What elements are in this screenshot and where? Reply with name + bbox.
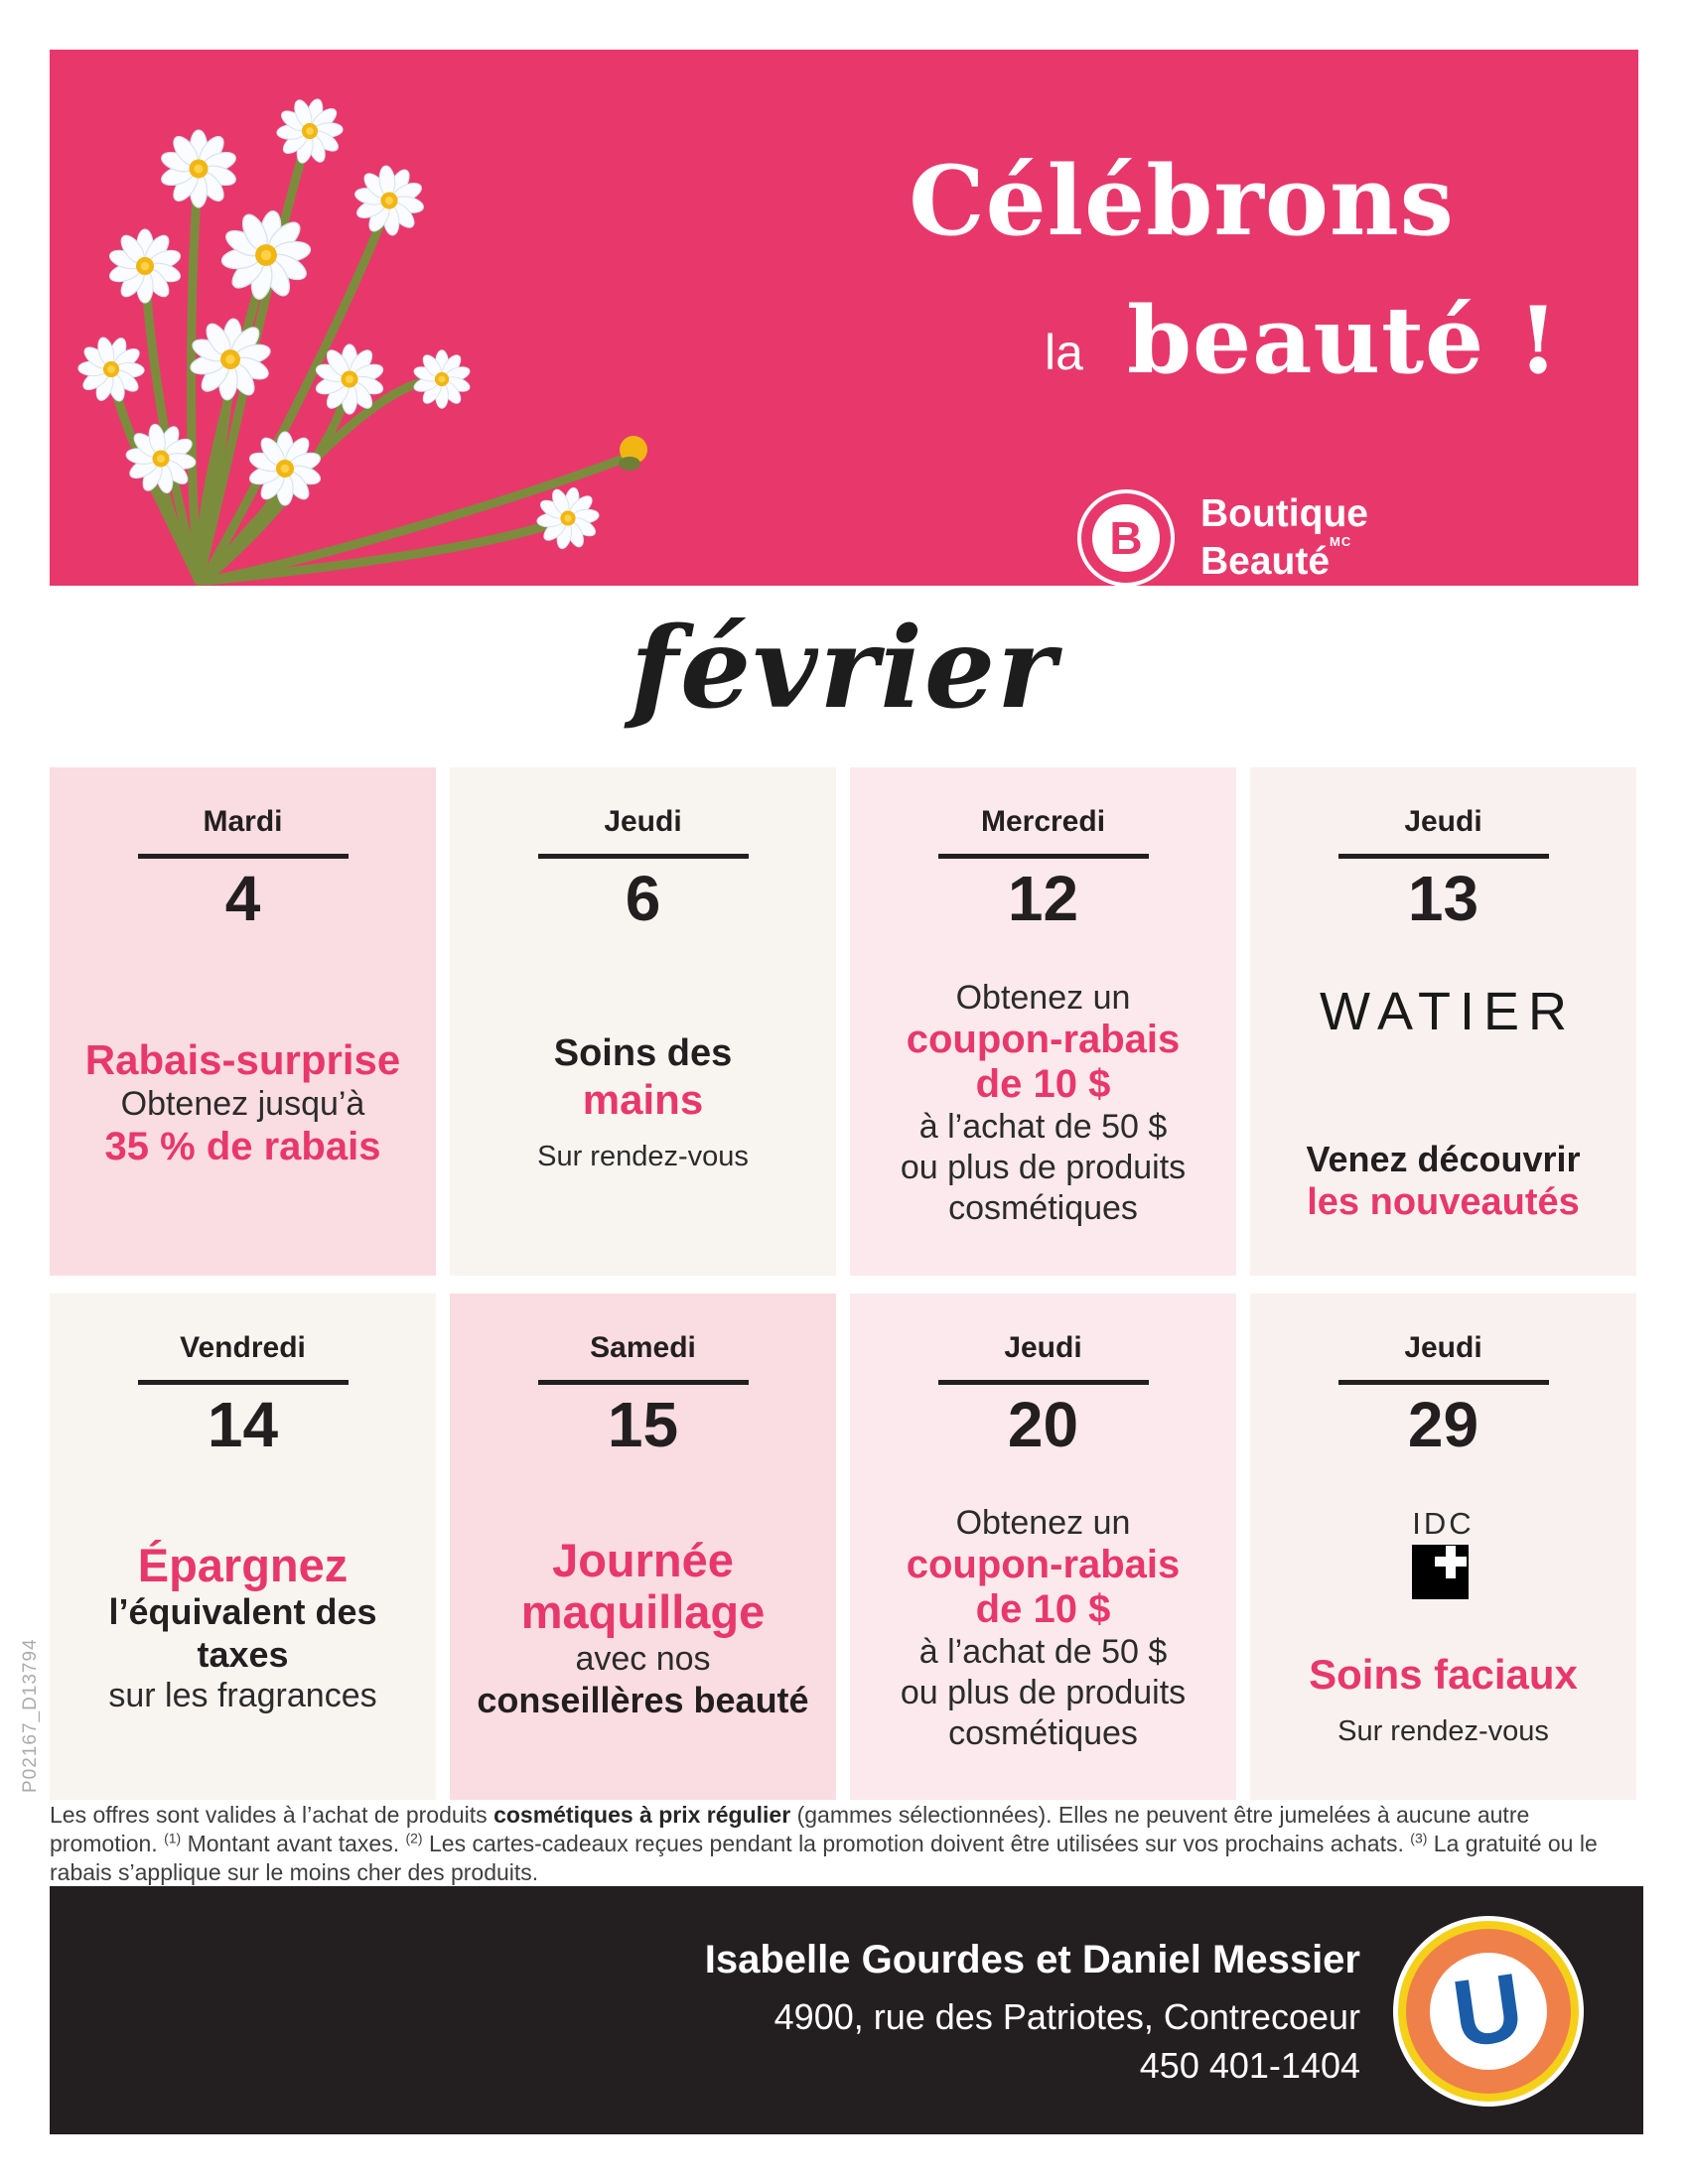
day-name: Jeudi xyxy=(604,805,682,838)
daisy-bouquet-illustration xyxy=(50,50,665,586)
boutique-beaute-logo xyxy=(1077,489,1368,586)
day-divider xyxy=(938,1380,1149,1385)
day-name: Mardi xyxy=(203,805,283,838)
event-text-line: cosmétiques xyxy=(948,1713,1138,1752)
event-text-line: de 10 $ xyxy=(975,1587,1111,1632)
banner-headline-line2: beauté ! xyxy=(1127,286,1560,394)
promo-banner xyxy=(50,50,1638,586)
date-number: 6 xyxy=(625,863,661,934)
event-text-line: Obtenez un xyxy=(955,1503,1131,1542)
event-text-line: Épargnez xyxy=(137,1538,349,1591)
event-text-line: l’équivalent des taxes xyxy=(108,1591,377,1675)
legal-text: Les offres sont valides à l’achat de produits cosmétiques à prix régulier (gammes sélectionnées). Elles ne peuvent être jumelées à aucune autre promotion. $^{(1)}$ Montant avant taxes. $^{(2)}$ Les cartes-cadeaux reçues pendant la promotion doivent être utilisées sur vos prochains achats. $^{(3)}$ La gratuité ou le rabais s’applique sur le moins cher des produits. xyxy=(50,1802,1598,1885)
date-number: 15 xyxy=(607,1389,679,1460)
idc-wordmark: IDC xyxy=(1412,1505,1475,1541)
event-details xyxy=(1250,1456,1636,1800)
calendar-cell-14 xyxy=(50,1294,436,1800)
date-number: 12 xyxy=(1007,863,1079,934)
event-text-line: ou plus de produits xyxy=(900,1148,1187,1186)
date-number: 13 xyxy=(1407,863,1479,934)
calendar-cell-20 xyxy=(850,1294,1236,1800)
month-title: février xyxy=(630,604,1058,734)
day-name: Samedi xyxy=(590,1331,696,1364)
watier-wordmark: WATIER xyxy=(1320,981,1576,1041)
event-text-line: ou plus de produits xyxy=(900,1673,1187,1711)
uniprix-u-letter: U xyxy=(1447,1953,1530,2069)
event-details xyxy=(50,930,436,1276)
trademark-mc: MC xyxy=(1330,534,1352,549)
date-number: 14 xyxy=(207,1389,279,1460)
event-text-line: cosmétiques xyxy=(948,1188,1138,1227)
event-details xyxy=(850,930,1236,1276)
event-text-line: Sur rendez-vous xyxy=(1337,1715,1549,1748)
event-text-line: Soins des xyxy=(553,1032,733,1075)
calendar-cell-29 xyxy=(1250,1294,1636,1800)
event-details xyxy=(450,1456,836,1800)
event-text-line: Sur rendez-vous xyxy=(537,1141,749,1173)
event-text-line: sur les fragrances xyxy=(108,1677,377,1715)
event-text-line: Journée xyxy=(552,1533,734,1586)
event-text-line: à l’achat de 50 $ xyxy=(918,1108,1168,1146)
event-text-line: mains xyxy=(582,1076,704,1124)
banner-headline-la: la xyxy=(1045,325,1083,380)
event-text-line: avec nos xyxy=(575,1639,711,1678)
day-name: Jeudi xyxy=(1404,1331,1482,1364)
date-number: 4 xyxy=(224,863,261,934)
calendar-grid xyxy=(50,767,1636,1800)
date-number: 20 xyxy=(1007,1389,1079,1460)
day-divider xyxy=(138,854,349,859)
event-details xyxy=(50,1456,436,1800)
event-text-line: conseillères beauté xyxy=(477,1679,809,1720)
day-divider xyxy=(538,1380,749,1385)
day-name: Vendredi xyxy=(180,1331,306,1364)
boutique-beaute-b-icon: B xyxy=(1077,489,1175,586)
day-divider xyxy=(138,1380,349,1385)
calendar-cell-4 xyxy=(50,767,436,1276)
event-text-line: les nouveautés xyxy=(1307,1181,1580,1224)
calendar-cell-12 xyxy=(850,767,1236,1276)
calendar-cell-15 xyxy=(450,1294,836,1800)
day-name: Jeudi xyxy=(1004,1331,1082,1364)
date-number: 29 xyxy=(1407,1389,1479,1460)
store-address: 4900, rue des Patriotes, Contrecoeur xyxy=(774,1996,1360,2037)
day-divider xyxy=(1338,1380,1549,1385)
event-details xyxy=(850,1456,1236,1800)
event-text-line: 35 % de rabais xyxy=(104,1125,381,1169)
event-details xyxy=(450,930,836,1276)
banner-headline-line1: Célébrons xyxy=(909,145,1455,257)
idc-logo xyxy=(1412,1505,1475,1599)
event-text-line: Soins faciaux xyxy=(1309,1650,1578,1698)
event-text-line: maquillage xyxy=(520,1585,766,1639)
store-owners: Isabelle Gourdes et Daniel Messier xyxy=(704,1938,1360,1981)
store-info xyxy=(705,1936,1360,2087)
day-divider xyxy=(1338,854,1549,859)
calendar-cell-13 xyxy=(1250,767,1636,1276)
event-text-line: de 10 $ xyxy=(975,1062,1111,1107)
day-name: Jeudi xyxy=(1404,805,1482,838)
event-details xyxy=(1250,930,1636,1276)
idc-plus-icon xyxy=(1412,1545,1469,1599)
event-text-line: à l’achat de 50 $ xyxy=(918,1633,1168,1671)
store-phone: 450 401-1404 xyxy=(1139,2045,1360,2087)
event-text-line: Venez découvrir xyxy=(1306,1138,1581,1179)
event-text-line: Obtenez un xyxy=(955,978,1131,1017)
boutique-beaute-wordmark: Boutique Beauté$^{MC}$ xyxy=(1200,491,1368,583)
day-divider xyxy=(938,854,1149,859)
event-text-line: coupon-rabais xyxy=(906,1543,1181,1587)
event-text-line: coupon-rabais xyxy=(906,1018,1181,1062)
day-name: Mercredi xyxy=(980,805,1106,838)
event-text-line: Rabais-surprise xyxy=(84,1036,401,1084)
print-code: P02167_D13794 xyxy=(20,1638,41,1793)
day-divider xyxy=(538,854,749,859)
event-text-line: Obtenez jusqu’à xyxy=(120,1085,365,1124)
store-footer xyxy=(50,1886,1643,2134)
calendar-cell-6 xyxy=(450,767,836,1276)
uniprix-logo xyxy=(1393,1916,1584,2107)
